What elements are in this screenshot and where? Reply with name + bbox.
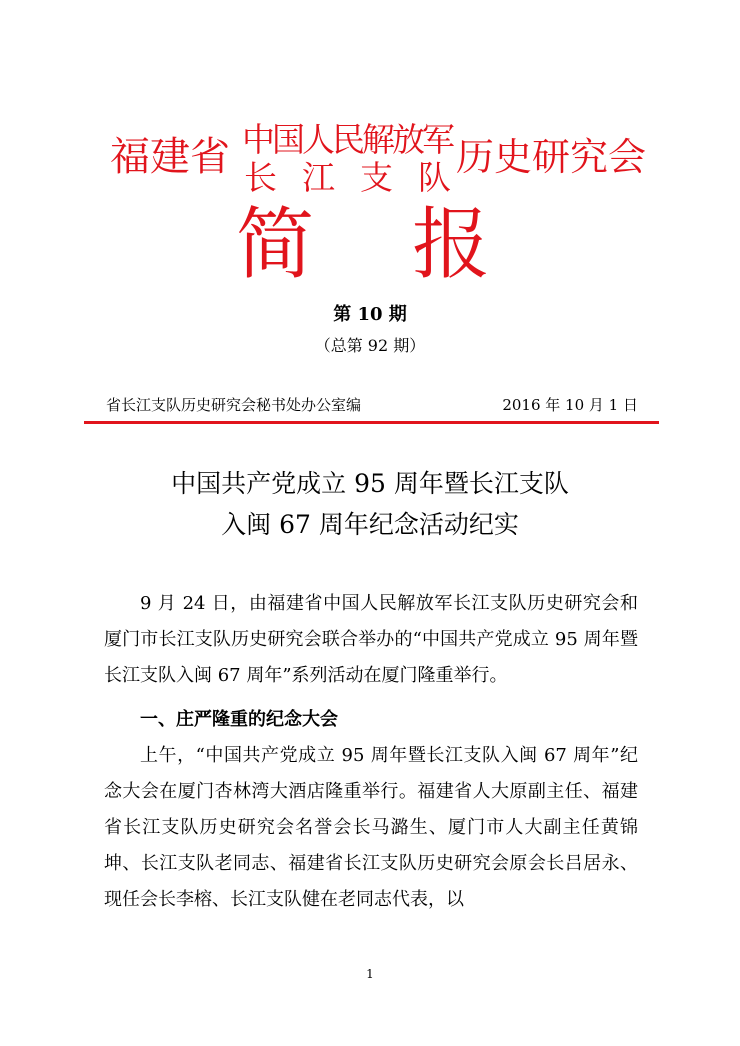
header-org-army-line1: 中国人民解放军 — [242, 120, 452, 159]
page-number: 1 — [366, 967, 374, 981]
paragraph-2: 上午，“中国共产党成立 95 周年暨长江支队入闽 67 周年”纪念大会在厦门杏林湾大酒店隆重举行。福建省人大原副主任、福建省长江支队历史研究会名誉会长马潞生、厦门市人大副主任黄锦坤、长江支队老同志、福建省长江支队历史研究会原会长吕居永、现任会长李榕、长江支队健在老同志代表，以 — [104, 745, 638, 910]
article-body-intro — [104, 586, 638, 694]
header-divider — [84, 421, 659, 424]
editor-line: 省长江支队历史研究会秘书处办公室编 — [106, 396, 362, 414]
article-body-section1 — [104, 738, 638, 918]
issue-number: 第 10 期 — [333, 304, 407, 325]
header-org-research-society: 历史研究会 — [456, 135, 647, 179]
brief-title: 简报 — [236, 200, 589, 290]
total-issue-number: （总第 92 期） — [314, 336, 426, 355]
article-title-line1: 中国共产党成立 95 周年暨长江支队 — [171, 469, 569, 498]
article-title-line2: 入闽 67 周年纪念活动纪实 — [221, 510, 519, 539]
paragraph-1: 9 月 24 日，由福建省中国人民解放军长江支队历史研究会和厦门市长江支队历史研究会联合举办的“中国共产党成立 95 周年暨长江支队入闽 67 周年”系列活动在厦门隆重举行。 — [104, 593, 638, 686]
header-org-army — [242, 121, 476, 197]
publish-date: 2016 年 10 月 1 日 — [502, 396, 638, 414]
section-heading-1: 一、庄严隆重的纪念大会 — [140, 709, 338, 730]
header-org-army-line2: 长江支队 — [244, 158, 476, 197]
header-org-province: 福建省 — [110, 134, 230, 180]
